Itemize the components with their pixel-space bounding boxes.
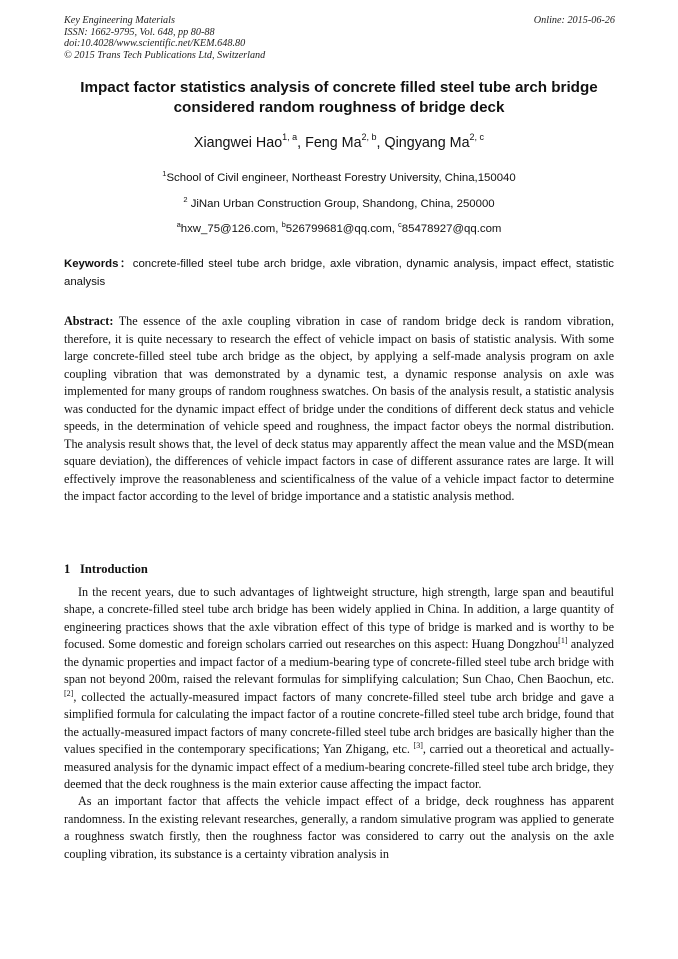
affiliation-text: School of Civil engineer, Northeast Forestry University, China,150040 [166,171,516,184]
author-affiliation-sup: 2, b [361,132,377,142]
abstract-text: The essence of the axle coupling vibration in case of random bridge deck is random vibration, therefore, it is quite necessary to research the effect of vehicle impact on basis of statistic analysis. With some large concrete-filled steel tube arch bridge as the object, by applying a self-made analysis program on axle coupling vibration that was demonstrated by a dynamic test, a dynamic response analysis on axle was implemented for many groups of random roughness swatches. On basis of the analysis result, a statistic analysis was conducted for the dynamic impact effect of bridge under the conditions of different deck status and vehicle speeds, in the determination of vehicle speed and roughness, the impact factor obeys the normal distribution. The analysis result shows that, the level of deck status may apparently affect the mean value and the MSD(mean square deviation), the differences of vehicle impact factors in case of different assurance rates are large. It will effectively improve the reasonableness and scientificalness of the value of a vehicle impact factor to determine the impact factor according to the level of bridge importance and a statistic analysis method. [64,314,614,504]
journal-name: Key Engineering Materials [64,15,175,26]
paragraph [64,793,614,863]
author-list: Xiangwei Hao$^{1, a}$, Feng Ma$^{2, b}$, Qingyang Ma$^{2, c}$ [193,132,485,151]
email-a[interactable]: hxw_75@126.com, [180,222,282,235]
author-name: Feng Ma [305,134,362,151]
affiliation-2 [40,193,638,211]
author-affiliation-sup: 1, a [282,132,298,142]
journal-copyright: © 2015 Trans Tech Publications Ltd, Switzerland [64,49,266,61]
email-sup: c [398,220,402,229]
citation-ref[interactable]: [2] [64,688,74,698]
journal-header [64,15,265,61]
abstract-block [64,313,614,506]
section-heading-introduction [64,561,148,577]
keywords-label: Keywords： [64,258,133,270]
affiliation-sup: 1 [162,169,167,178]
author-name: Qingyang Ma [384,134,470,151]
citation-ref[interactable]: [3] [413,741,423,751]
paragraph-text: analyzed the dynamic properties and impact factor of a medium-bearing type of concrete-filled steel tube arch bridge with span not beyond 200m, raised the relevant formulas for simplifying calculation; Sun Chao, Chen Baochun, etc. [64,637,614,687]
paragraph-text: , collected the actually-measured impact factors of many concrete-filled steel tube arch bridge and gave a simplified formula for calculating the impact factor of a routine concrete-filled steel tube arch bridge, found that the actually-measured impact factors of many concrete-filled steel tube arch bridges are basically higher than the values specified in the contemporary specifications; Yan Zhigang, etc. [64,689,614,757]
email-b[interactable]: 526799681@qq.com, [285,222,399,235]
section-number: 1 [64,562,71,576]
email-sup: a [176,220,181,229]
keywords-block [64,256,614,291]
email-sup: b [281,220,286,229]
paragraph-text: In the recent years, due to such advantages of lightweight structure, high strength, large span and beautiful shape, a concrete-filled steel tube arch bridge has been widely applied in China. In addition, a large quantity of engineering practices shows that the axle vibration effect of this type of bridge is marked and is worthy to be focused. Some domestic and foreign scholars carried out researches on this aspect: Huang Dongzhou [64,585,614,652]
section-title: Introduction [80,562,148,576]
affiliation-1 [40,167,638,185]
paragraph [64,584,614,793]
paper-title [40,78,638,118]
email-c[interactable]: 85478927@qq.com [401,222,502,235]
affiliation-sup: 2 [183,195,188,204]
online-date: Online: 2015-06-26 [533,15,615,26]
paper-title-line-2: considered random roughness of bridge deck [173,99,505,116]
paragraph-text: As an important factor that affects the vehicle impact effect of a bridge, deck roughness has apparent randomness. In the existing relevant researches, generally, a random simulative program was applied to generate a roughness swatch firstly, then the roughness factor was considered to carry out the analysis on the axle coupling vibration, its substance is a certainty vibration analysis in [64,794,614,861]
paragraph-text: , carried out a theoretical and actually-measured analysis for the dynamic impact effect of a medium-bearing concrete-filled steel tube arch bridge, they deemed that the deck roughness is the main exterior cause affecting the impact factor. [64,742,615,791]
keywords-text: concrete-filled steel tube arch bridge, axle vibration, dynamic analysis, impact effect, statistic analysis [64,258,614,288]
author-affiliation-sup: 2, c [469,132,485,142]
journal-issn: ISSN: 1662-9795, Vol. 648, pp 80-88 [64,26,215,38]
author-emails [40,218,638,236]
introduction-body [64,584,614,863]
citation-ref[interactable]: [1] [558,636,568,646]
paper-title-line-1: Impact factor statistics analysis of concrete filled steel tube arch bridge [80,79,598,96]
affiliation-text: JiNan Urban Construction Group, Shandong, China, 250000 [187,197,495,210]
author-name: Xiangwei Hao [193,134,283,151]
journal-doi[interactable]: doi:10.4028/www.scientific.net/KEM.648.80 [64,38,246,50]
abstract-label: Abstract: [64,314,114,328]
